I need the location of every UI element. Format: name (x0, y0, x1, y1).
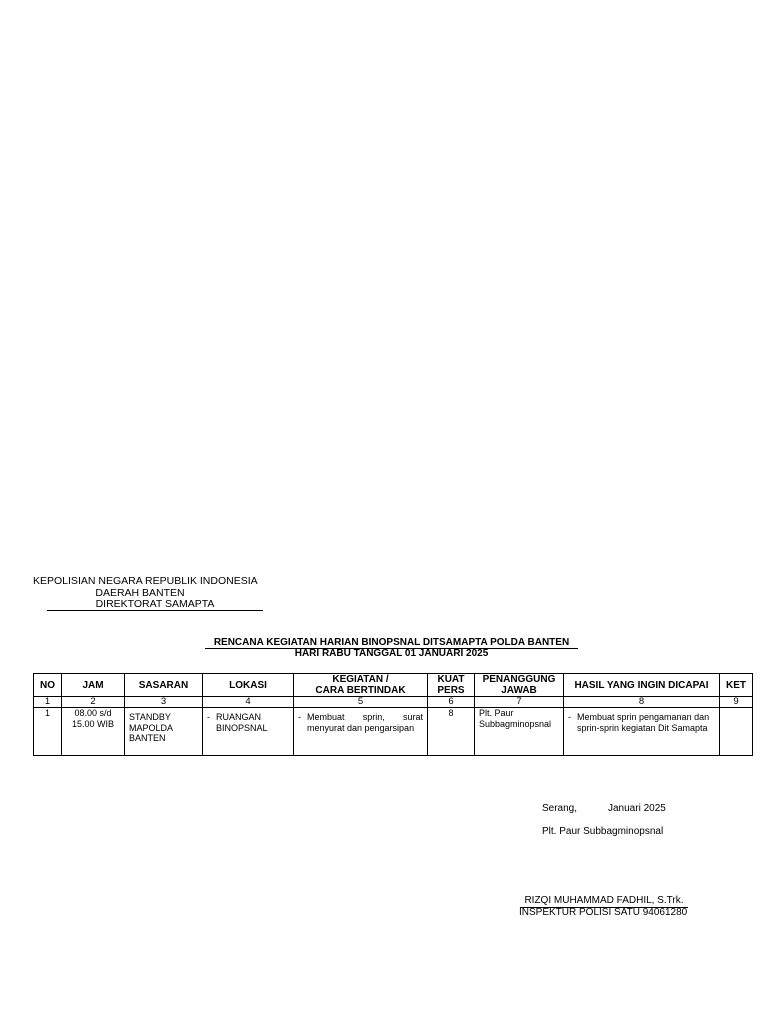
header-region: DAERAH BANTEN (95, 587, 185, 599)
column-number-row (34, 697, 753, 708)
header-penanggung-jawab (475, 674, 564, 697)
column-number: 7 (475, 697, 564, 708)
header-pj-line1: PENANGGUNG (482, 674, 556, 685)
bullet-dash: - (568, 712, 571, 722)
header-kuat-pers (428, 674, 475, 697)
cell-sasaran-line3: BANTEN (129, 733, 166, 743)
header-kegiatan-line1: KEGIATAN / (332, 674, 389, 685)
cell-jam-line2: 15.00 WIB (71, 718, 115, 729)
header-kegiatan-line2: CARA BERTINDAK (315, 685, 406, 696)
cell-pj-line2: Subbagminopsnal (479, 718, 552, 729)
cell-hasil (564, 708, 720, 756)
cell-no: 1 (34, 708, 62, 756)
cell-lokasi-line1: RUANGAN (216, 712, 262, 722)
header-ket: KET (720, 674, 753, 697)
table-header-row (34, 674, 753, 697)
header-sasaran: SASARAN (125, 674, 203, 697)
bullet-dash: - (207, 712, 210, 722)
column-number: 6 (428, 697, 475, 708)
signature-date: Januari 2025 (608, 803, 666, 814)
header-hasil: HASIL YANG INGIN DICAPAI (564, 674, 720, 697)
signature-position: Plt. Paur Subbagminopsnal (542, 826, 664, 837)
header-directorate: DIREKTORAT SAMAPTA (47, 598, 263, 611)
cell-lokasi-line2: BINOPSNAL (216, 722, 268, 733)
bullet-dash: - (298, 712, 301, 722)
header-kegiatan (294, 674, 428, 697)
cell-kegiatan-text1: Membuat sprin, surat (307, 712, 423, 722)
document-title: RENCANA KEGIATAN HARIAN BINOPSNAL DITSAMAPTA POLDA BANTEN (205, 637, 578, 649)
cell-kegiatan-line2: menyurat dan pengarsipan (307, 722, 415, 733)
header-no: NO (34, 674, 62, 697)
cell-penanggung-jawab (475, 708, 564, 756)
cell-lokasi (203, 708, 294, 756)
cell-jam-line1: 08.00 s/d (74, 708, 112, 718)
column-number: 2 (62, 697, 125, 708)
signatory-rank: INSPEKTUR POLISI SATU 94061280 (519, 907, 688, 918)
signature-place: Serang, (542, 803, 578, 814)
column-number: 5 (294, 697, 428, 708)
cell-hasil-line1: Membuat sprin pengamanan dan (577, 712, 710, 722)
cell-pj-line1: Plt. Paur (479, 708, 514, 718)
header-pj-line2: JAWAB (501, 685, 537, 696)
column-number: 3 (125, 697, 203, 708)
cell-sasaran-line1: STANDBY (129, 712, 171, 722)
column-number: 4 (203, 697, 294, 708)
cell-kuat-pers: 8 (428, 708, 475, 756)
header-kuat-line2: PERS (437, 685, 465, 696)
table-row (34, 708, 753, 756)
column-number: 9 (720, 697, 753, 708)
document-subtitle: HARI RABU TANGGAL 01 JANUARI 2025 (294, 648, 489, 659)
cell-jam (62, 708, 125, 756)
header-jam: JAM (62, 674, 125, 697)
cell-hasil-line2: sprin-sprin kegiatan Dit Samapta (577, 722, 708, 733)
cell-sasaran-line2: MAPOLDA (129, 722, 174, 733)
cell-ket (720, 708, 753, 756)
cell-kegiatan-line1 (307, 712, 423, 723)
activity-table (33, 673, 753, 756)
column-number: 8 (564, 697, 720, 708)
signatory-name: RIZQI MUHAMMAD FADHIL, S.Trk. (520, 895, 688, 908)
column-number: 1 (34, 697, 62, 708)
header-lokasi: LOKASI (203, 674, 294, 697)
header-institution: KEPOLISIAN NEGARA REPUBLIK INDONESIA (33, 575, 258, 587)
cell-kegiatan (294, 708, 428, 756)
cell-sasaran (125, 708, 203, 756)
header-kuat-line1: KUAT (437, 674, 465, 685)
